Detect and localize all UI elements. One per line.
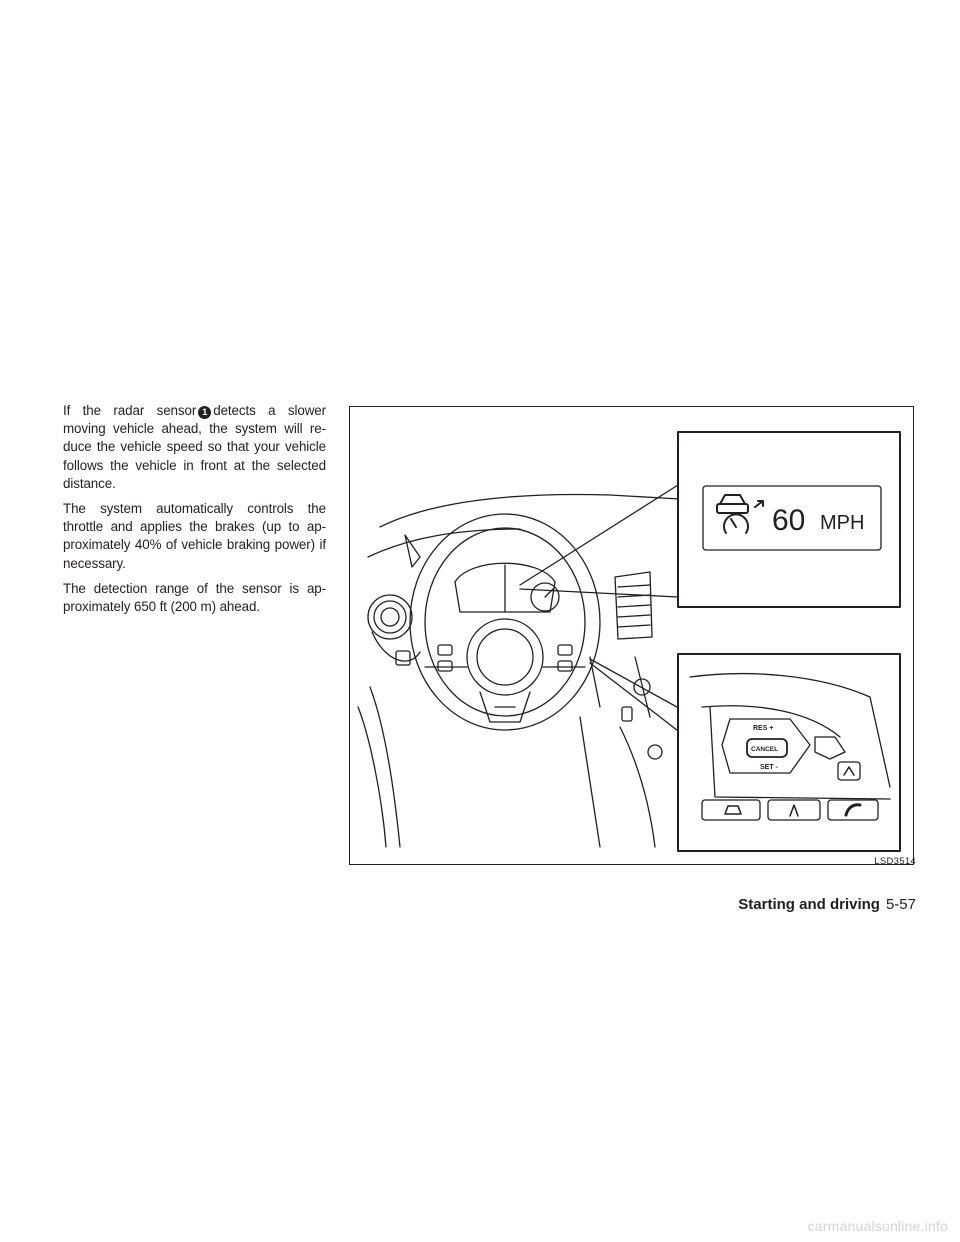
left-vent — [368, 595, 420, 665]
callout-marker-1: 1 — [198, 406, 211, 419]
cockpit-illustration — [349, 406, 914, 865]
page-number: 5-57 — [885, 896, 916, 913]
display-speed-unit: MPH — [820, 512, 865, 534]
dashboard-lines — [358, 494, 680, 847]
switch-set-label: SET - — [760, 764, 778, 771]
switch-res-label: RES + — [753, 725, 774, 732]
paragraph-2: The system automatically controls the throttle and applies the brakes (up to ap-proximately 40% of vehicle braking power) if necessary. — [63, 501, 326, 571]
switch-cancel-label: CANCEL — [751, 746, 779, 753]
inset-display — [678, 432, 900, 607]
inset-switches — [678, 654, 900, 851]
figure-code: LSD3514 — [874, 856, 916, 867]
paragraph-1: If the radar sensor 1 detects a slower moving vehicle ahead, the system will re-duce the vehicle speed so that your vehicle follows the vehicle in front at the selected distance. — [63, 403, 326, 491]
body-text — [63, 402, 326, 623]
section-title: Starting and driving — [738, 896, 880, 913]
leader-line-display — [520, 485, 678, 597]
watermark-text: carmanualsonline.info — [807, 1218, 948, 1234]
paragraph-3: The detection range of the sensor is ap-proximately 650 ft (200 m) ahead. — [63, 580, 326, 615]
steering-wheel — [410, 514, 600, 730]
display-speed-value: 60 — [772, 504, 806, 537]
page-footer — [738, 896, 916, 913]
